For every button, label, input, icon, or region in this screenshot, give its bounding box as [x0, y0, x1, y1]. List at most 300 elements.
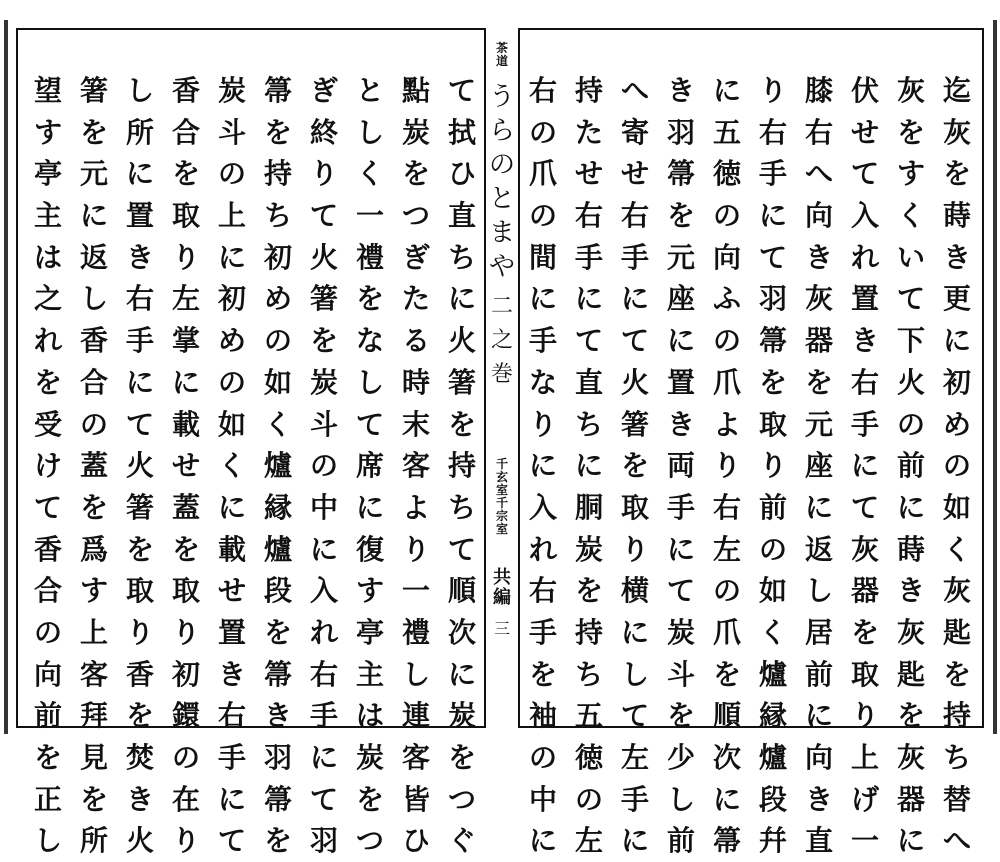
glyph: 如: [942, 490, 971, 524]
glyph: 向: [33, 657, 62, 691]
left-page-column: [304, 70, 344, 862]
editors-char: 宗: [495, 509, 508, 523]
glyph: に: [620, 282, 649, 316]
glyph: に: [217, 240, 246, 274]
left-page-column: [350, 70, 390, 862]
glyph: し: [355, 365, 384, 399]
glyph: 手: [620, 240, 649, 274]
glyph: つ: [401, 199, 430, 233]
glyph: 手: [125, 324, 154, 358]
glyph: せ: [217, 574, 246, 608]
glyph: 終: [309, 115, 338, 149]
glyph: よ: [401, 490, 430, 524]
glyph: 替: [942, 782, 971, 816]
glyph: に: [804, 490, 833, 524]
glyph: 掌: [171, 324, 200, 358]
glyph: を: [447, 407, 476, 441]
glyph: に: [125, 157, 154, 191]
glyph: を: [758, 365, 787, 399]
glyph: 向: [712, 240, 741, 274]
glyph: 胴: [574, 490, 603, 524]
glyph: 灰: [896, 74, 925, 107]
glyph: 袖: [528, 699, 557, 733]
glyph: を: [263, 115, 292, 149]
glyph: 點: [401, 74, 430, 107]
book-title-char: ま: [488, 218, 515, 248]
glyph: 灰: [804, 282, 833, 316]
glyph: 取: [850, 657, 879, 691]
glyph: を: [125, 532, 154, 566]
glyph: し: [804, 574, 833, 608]
editors-char: 室: [495, 483, 508, 497]
glyph: 取: [620, 490, 649, 524]
glyph: 箒: [712, 824, 741, 858]
glyph: 拭: [447, 115, 476, 149]
glyph: 中: [528, 782, 557, 816]
glyph: に: [804, 699, 833, 733]
glyph: 左: [712, 532, 741, 566]
glyph: 禮: [401, 615, 430, 649]
glyph: つ: [447, 782, 476, 816]
glyph: を: [263, 824, 292, 858]
glyph: 箒: [263, 782, 292, 816]
glyph: り: [850, 699, 879, 733]
glyph: く: [355, 157, 384, 191]
glyph: れ: [309, 615, 338, 649]
glyph: 所: [79, 824, 108, 858]
right-page-column: [753, 70, 793, 862]
glyph: 一: [401, 574, 430, 608]
glyph: て: [666, 574, 695, 608]
glyph: 箸: [447, 365, 476, 399]
glyph: 灰: [850, 532, 879, 566]
glyph: 置: [217, 615, 246, 649]
glyph: 初: [263, 240, 292, 274]
glyph: 前: [896, 449, 925, 483]
glyph: て: [850, 157, 879, 191]
glyph: 末: [401, 407, 430, 441]
glyph: て: [620, 699, 649, 733]
glyph: の: [528, 115, 557, 149]
left-page-column: [74, 70, 114, 862]
glyph: を: [942, 157, 971, 191]
glyph: へ: [804, 157, 833, 191]
glyph: 羽: [263, 741, 292, 774]
glyph: 前: [33, 699, 62, 733]
glyph: ぐ: [447, 824, 476, 858]
glyph: 客: [401, 449, 430, 483]
glyph: 斗: [309, 407, 338, 441]
glyph: 上: [850, 741, 879, 774]
glyph: 両: [666, 449, 695, 483]
glyph: す: [33, 115, 62, 149]
glyph: 居: [804, 615, 833, 649]
glyph: 炭: [355, 741, 384, 774]
right-page-column: [615, 70, 655, 862]
glyph: を: [79, 782, 108, 816]
glyph: ひ: [401, 824, 430, 858]
glyph: の: [309, 449, 338, 483]
glyph: に: [758, 199, 787, 233]
glyph: に: [666, 532, 695, 566]
glyph: ち: [574, 657, 603, 691]
glyph: り: [309, 157, 338, 191]
glyph: の: [528, 199, 557, 233]
glyph: 蓋: [79, 449, 108, 483]
glyph: 炭: [574, 532, 603, 566]
glyph: 持: [263, 157, 292, 191]
glyph: 灰: [942, 115, 971, 149]
glyph: て: [33, 490, 62, 524]
glyph: 手: [666, 490, 695, 524]
glyph: い: [896, 240, 925, 274]
glyph: き: [942, 240, 971, 274]
glyph: て: [309, 782, 338, 816]
glyph: 香: [171, 74, 200, 107]
glyph: 之: [33, 282, 62, 316]
glyph: 爪: [528, 157, 557, 191]
glyph: 羽: [758, 282, 787, 316]
editors-char: 玄: [495, 470, 508, 484]
glyph: し: [79, 282, 108, 316]
glyph: を: [942, 657, 971, 691]
glyph: て: [217, 824, 246, 858]
editors-char: 室: [495, 522, 508, 536]
glyph: に: [79, 199, 108, 233]
glyph: 右: [620, 199, 649, 233]
glyph: を: [355, 282, 384, 316]
glyph: 順: [447, 574, 476, 608]
glyph: 縁: [758, 699, 787, 733]
glyph: 炭: [447, 699, 476, 733]
glyph: ふ: [712, 282, 741, 316]
glyph: 正: [33, 782, 62, 816]
glyph: に: [620, 824, 649, 858]
glyph: す: [355, 574, 384, 608]
glyph: て: [125, 407, 154, 441]
glyph: 火: [125, 449, 154, 483]
glyph: の: [528, 741, 557, 774]
glyph: に: [574, 282, 603, 316]
glyph: 手: [528, 324, 557, 358]
right-page-column: [891, 70, 931, 862]
glyph: 羽: [309, 824, 338, 858]
glyph: に: [217, 782, 246, 816]
glyph: へ: [620, 74, 649, 107]
book-title-char: や: [488, 252, 515, 282]
glyph: を: [79, 115, 108, 149]
glyph: 蒔: [942, 199, 971, 233]
glyph: た: [574, 115, 603, 149]
glyph: 爐: [263, 449, 292, 483]
glyph: き: [850, 324, 879, 358]
glyph: 返: [804, 532, 833, 566]
glyph: 爐: [263, 532, 292, 566]
glyph: 爪: [712, 615, 741, 649]
glyph: 手: [309, 699, 338, 733]
glyph: り: [528, 407, 557, 441]
glyph: 前: [804, 657, 833, 691]
glyph: を: [125, 699, 154, 733]
glyph: 器: [896, 782, 925, 816]
glyph: 膝: [804, 74, 833, 107]
glyph: 前: [666, 824, 695, 858]
glyph: を: [896, 699, 925, 733]
glyph: の: [33, 615, 62, 649]
glyph: 徳: [574, 741, 603, 774]
right-page-column: [799, 70, 839, 862]
glyph: を: [401, 157, 430, 191]
glyph: 時: [401, 365, 430, 399]
glyph: り: [620, 532, 649, 566]
page-edge-left: [4, 20, 8, 734]
glyph: 次: [447, 615, 476, 649]
glyph: 火: [896, 365, 925, 399]
glyph: 蒔: [896, 532, 925, 566]
glyph: に: [896, 824, 925, 858]
publisher-ref-char: 茶: [495, 41, 508, 55]
glyph: れ: [33, 324, 62, 358]
glyph: 返: [79, 240, 108, 274]
glyph: 五: [712, 115, 741, 149]
glyph: 鐶: [171, 699, 200, 733]
glyph: 客: [79, 657, 108, 691]
glyph: に: [666, 324, 695, 358]
glyph: に: [447, 282, 476, 316]
glyph: る: [401, 324, 430, 358]
glyph: と: [355, 74, 384, 107]
glyph: 直: [447, 199, 476, 233]
glyph: 箒: [758, 324, 787, 358]
left-page-column: [258, 70, 298, 862]
glyph: 右: [850, 365, 879, 399]
glyph: 元: [666, 240, 695, 274]
book-title-char: の: [488, 150, 515, 180]
glyph: 右: [712, 490, 741, 524]
glyph: き: [666, 74, 695, 107]
glyph: 焚: [125, 741, 154, 774]
glyph: 向: [804, 741, 833, 774]
glyph: の: [896, 407, 925, 441]
glyph: に: [942, 324, 971, 358]
glyph: 持: [447, 449, 476, 483]
compiled-char: 編: [493, 587, 511, 608]
book-title: [486, 80, 518, 284]
glyph: 幷: [758, 824, 787, 858]
glyph: 爪: [712, 365, 741, 399]
glyph: 縁: [263, 490, 292, 524]
glyph: 器: [804, 324, 833, 358]
right-page-column: [569, 70, 609, 862]
glyph: 手: [850, 407, 879, 441]
glyph: 灰: [896, 741, 925, 774]
book-volume-char: 之: [490, 328, 513, 353]
running-head: [486, 28, 518, 728]
glyph: を: [666, 699, 695, 733]
compiled-label: [488, 568, 516, 608]
glyph: の: [712, 574, 741, 608]
glyph: き: [125, 240, 154, 274]
glyph: す: [79, 574, 108, 608]
glyph: ち: [447, 240, 476, 274]
glyph: 右: [574, 199, 603, 233]
glyph: を: [620, 449, 649, 483]
glyph: り: [171, 615, 200, 649]
glyph: に: [171, 365, 200, 399]
glyph: 火: [309, 240, 338, 274]
glyph: 望: [33, 74, 62, 107]
glyph: き: [125, 782, 154, 816]
glyph: り: [125, 615, 154, 649]
glyph: に: [125, 365, 154, 399]
glyph: 入: [850, 199, 879, 233]
book-title-char: と: [488, 184, 515, 214]
glyph: つ: [355, 824, 384, 858]
glyph: よ: [712, 407, 741, 441]
editors-char: 千: [495, 457, 508, 471]
glyph: 右: [528, 74, 557, 107]
book-volume-char: 二: [490, 294, 513, 319]
glyph: く: [217, 449, 246, 483]
glyph: り: [758, 449, 787, 483]
glyph: 箒: [263, 74, 292, 107]
glyph: 取: [171, 574, 200, 608]
glyph: 在: [171, 782, 200, 816]
glyph: 右: [758, 115, 787, 149]
glyph: 手: [528, 615, 557, 649]
glyph: の: [712, 324, 741, 358]
glyph: 所: [125, 115, 154, 149]
glyph: は: [33, 240, 62, 274]
glyph: 向: [804, 199, 833, 233]
glyph: て: [447, 532, 476, 566]
glyph: の: [574, 782, 603, 816]
glyph: 初: [942, 365, 971, 399]
glyph: 座: [804, 449, 833, 483]
glyph: 直: [574, 365, 603, 399]
glyph: き: [263, 699, 292, 733]
glyph: て: [620, 324, 649, 358]
glyph: を: [804, 365, 833, 399]
glyph: 元: [804, 407, 833, 441]
glyph: 間: [528, 240, 557, 274]
publisher-ref-char: 道: [495, 54, 508, 68]
glyph: へ: [942, 824, 971, 858]
glyph: 左: [574, 824, 603, 858]
glyph: 右: [309, 657, 338, 691]
glyph: ひ: [447, 157, 476, 191]
glyph: き: [804, 240, 833, 274]
glyph: て: [758, 240, 787, 274]
glyph: 見: [79, 741, 108, 774]
glyph: て: [574, 324, 603, 358]
glyph: 斗: [217, 115, 246, 149]
glyph: 如: [217, 407, 246, 441]
glyph: 置: [666, 365, 695, 399]
glyph: を: [447, 741, 476, 774]
glyph: て: [447, 74, 476, 107]
glyph: く: [942, 532, 971, 566]
glyph: 伏: [850, 74, 879, 107]
glyph: 初: [171, 657, 200, 691]
glyph: に: [620, 615, 649, 649]
glyph: く: [896, 199, 925, 233]
glyph: り: [401, 532, 430, 566]
glyph: 手: [217, 741, 246, 774]
glyph: 手: [574, 240, 603, 274]
glyph: 香: [125, 657, 154, 691]
glyph: 少: [666, 741, 695, 774]
glyph: め: [263, 282, 292, 316]
glyph: 左: [171, 282, 200, 316]
glyph: を: [263, 615, 292, 649]
glyph: 上: [217, 199, 246, 233]
glyph: て: [309, 199, 338, 233]
glyph: を: [309, 324, 338, 358]
glyph: 斗: [666, 657, 695, 691]
glyph: ち: [574, 407, 603, 441]
glyph: き: [896, 574, 925, 608]
glyph: 右: [528, 574, 557, 608]
glyph: に: [355, 490, 384, 524]
glyph: 灰: [896, 615, 925, 649]
glyph: 亭: [33, 157, 62, 191]
glyph: 箒: [263, 657, 292, 691]
glyph: 次: [712, 741, 741, 774]
glyph: 連: [401, 699, 430, 733]
glyph: り: [758, 74, 787, 107]
glyph: 右: [217, 699, 246, 733]
glyph: 拜: [79, 699, 108, 733]
glyph: 順: [712, 699, 741, 733]
right-page-column: [661, 70, 701, 862]
editors-char: 千: [495, 496, 508, 510]
glyph: 載: [217, 532, 246, 566]
glyph: の: [942, 449, 971, 483]
glyph: 入: [309, 574, 338, 608]
glyph: 下: [896, 324, 925, 358]
glyph: を: [355, 782, 384, 816]
glyph: の: [758, 532, 787, 566]
glyph: 上: [79, 615, 108, 649]
glyph: を: [666, 199, 695, 233]
glyph: は: [355, 699, 384, 733]
glyph: 箒: [666, 157, 695, 191]
glyph: な: [355, 324, 384, 358]
glyph: 炭: [666, 615, 695, 649]
glyph: 初: [217, 282, 246, 316]
glyph: に: [309, 532, 338, 566]
glyph: 禮: [355, 240, 384, 274]
left-page-column: [212, 70, 252, 862]
left-page-column: [442, 70, 482, 862]
glyph: せ: [574, 157, 603, 191]
publisher-ref: [488, 42, 516, 68]
glyph: 爐: [758, 741, 787, 774]
glyph: 右: [125, 282, 154, 316]
glyph: 取: [171, 199, 200, 233]
page-edge-right: [993, 20, 997, 734]
glyph: て: [850, 490, 879, 524]
glyph: れ: [528, 532, 557, 566]
right-page-column: [937, 70, 977, 862]
glyph: 灰: [942, 574, 971, 608]
editors: [488, 458, 516, 536]
left-page-column: [396, 70, 436, 862]
glyph: 皆: [401, 782, 430, 816]
glyph: 復: [355, 532, 384, 566]
glyph: せ: [171, 449, 200, 483]
